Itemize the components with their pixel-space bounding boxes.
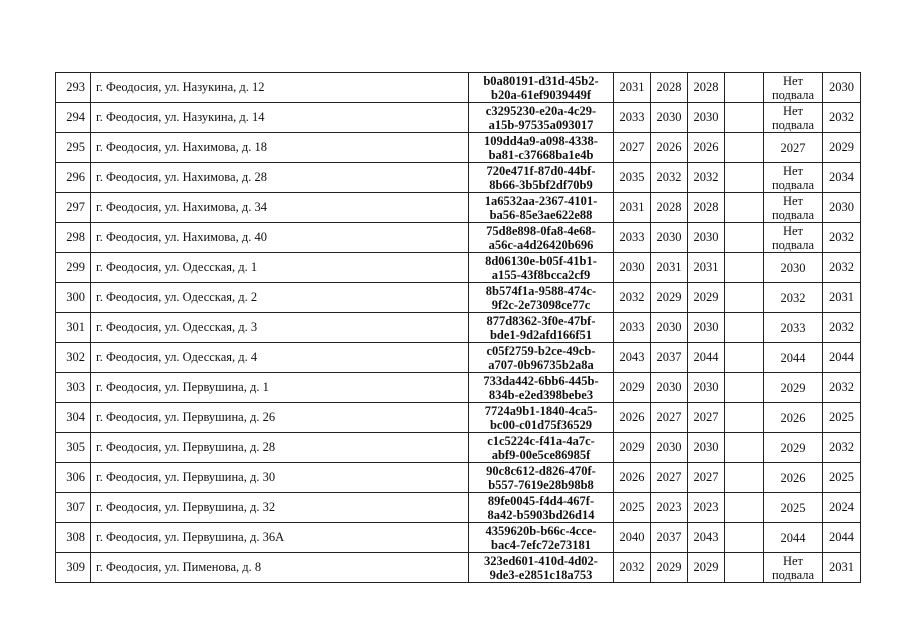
uuid-line-2: ba81-c37668ba1e4b [488,147,594,162]
document-page [55,72,861,583]
basement-line-1: 2029 [780,440,806,455]
uuid-line-1: 733da442-6bb6-445b- [483,373,599,388]
uuid-line-2: a56c-a4d26420b696 [488,237,594,252]
year-cell-6: 2024 [823,493,861,523]
address-cell: г. Феодосия, ул. Первушина, д. 28 [91,433,469,463]
uuid-line-1: c3295230-e20a-4c29- [485,103,597,118]
year-cell-1: 2035 [614,163,651,193]
year-cell-6: 2030 [823,193,861,223]
year-cell-6: 2032 [823,373,861,403]
year-cell-1: 2031 [614,73,651,103]
year-cell-2: 2028 [651,193,688,223]
basement-line-1: Нет [782,103,804,118]
row-number: 300 [56,283,91,313]
uuid-line-1: 75d8e898-0fa8-4e68- [486,223,596,238]
row-number: 306 [56,463,91,493]
row-number: 294 [56,103,91,133]
basement-year-cell [764,283,823,313]
uuid-line-1: 8b574f1a-9588-474c- [485,283,597,298]
year-cell-4 [725,463,764,493]
basement-line-1: 2044 [780,350,806,365]
uuid-line-2: 834b-e2ed398bebe3 [488,387,594,402]
row-number: 307 [56,493,91,523]
uuid-cell [469,373,614,403]
basement-year-cell [764,163,823,193]
year-cell-3: 2032 [688,163,725,193]
table-row [56,103,861,133]
basement-line-1: Нет [782,73,804,88]
year-cell-3: 2027 [688,463,725,493]
table-row [56,283,861,313]
year-cell-3: 2027 [688,403,725,433]
year-cell-1: 2029 [614,433,651,463]
basement-year-cell [764,193,823,223]
address-cell: г. Феодосия, ул. Одесская, д. 4 [91,343,469,373]
basement-year-cell [764,403,823,433]
uuid-line-1: b0a80191-d31d-45b2- [483,73,599,88]
basement-year-cell [764,343,823,373]
year-cell-3: 2029 [688,553,725,583]
year-cell-6: 2044 [823,523,861,553]
year-cell-6: 2032 [823,433,861,463]
basement-year-cell [764,253,823,283]
year-cell-1: 2033 [614,223,651,253]
uuid-line-2: 8b66-3b5bf2df70b9 [489,177,593,192]
uuid-cell [469,523,614,553]
uuid-line-2: 9de3-e2851c18a753 [489,567,593,582]
basement-line-1: Нет [782,223,804,238]
basement-line-1: 2025 [780,500,806,515]
year-cell-6: 2032 [823,253,861,283]
table-row [56,493,861,523]
address-cell: г. Феодосия, ул. Пименова, д. 8 [91,553,469,583]
table-row [56,193,861,223]
basement-line-1: 2027 [780,140,806,155]
row-number: 309 [56,553,91,583]
basement-year-cell [764,223,823,253]
year-cell-3: 2043 [688,523,725,553]
uuid-line-1: 1a6532aa-2367-4101- [484,193,598,208]
basement-year-cell [764,553,823,583]
basement-line-2: подвала [771,177,815,192]
address-cell: г. Феодосия, ул. Нахимова, д. 18 [91,133,469,163]
uuid-cell [469,133,614,163]
uuid-line-2: b20a-61ef9039449f [491,87,591,102]
uuid-line-2: a15b-97535a093017 [488,117,594,132]
year-cell-2: 2030 [651,433,688,463]
year-cell-6: 2031 [823,283,861,313]
table-row [56,73,861,103]
basement-line-2: подвала [771,87,815,102]
uuid-line-2: a707-0b96735b2a8a [488,357,594,372]
year-cell-6: 2031 [823,553,861,583]
year-cell-1: 2026 [614,463,651,493]
address-cell: г. Феодосия, ул. Одесская, д. 1 [91,253,469,283]
row-number: 297 [56,193,91,223]
table-row [56,553,861,583]
year-cell-3: 2026 [688,133,725,163]
uuid-cell [469,403,614,433]
address-cell: г. Феодосия, ул. Первушина, д. 32 [91,493,469,523]
year-cell-2: 2030 [651,103,688,133]
year-cell-1: 2032 [614,553,651,583]
address-cell: г. Феодосия, ул. Назукина, д. 12 [91,73,469,103]
year-cell-2: 2029 [651,283,688,313]
uuid-line-1: 323ed601-410d-4d02- [484,553,598,568]
uuid-line-1: c1c5224c-f41a-4a7c- [487,433,595,448]
year-cell-6: 2032 [823,223,861,253]
basement-year-cell [764,103,823,133]
uuid-line-2: a155-43f8bcca2cf9 [491,267,591,282]
basement-line-1: Нет [782,193,804,208]
uuid-cell [469,253,614,283]
row-number: 305 [56,433,91,463]
basement-line-2: подвала [771,567,815,582]
uuid-line-2: 9f2c-2e73098ce77c [491,297,591,312]
year-cell-4 [725,73,764,103]
year-cell-4 [725,223,764,253]
year-cell-2: 2031 [651,253,688,283]
year-cell-2: 2029 [651,553,688,583]
year-cell-1: 2030 [614,253,651,283]
year-cell-4 [725,133,764,163]
basement-line-1: 2029 [780,380,806,395]
year-cell-3: 2030 [688,373,725,403]
uuid-cell [469,283,614,313]
row-number: 308 [56,523,91,553]
uuid-cell [469,193,614,223]
year-cell-4 [725,103,764,133]
basement-line-1: Нет [782,553,804,568]
row-number: 301 [56,313,91,343]
basement-year-cell [764,493,823,523]
year-cell-2: 2026 [651,133,688,163]
basement-year-cell [764,463,823,493]
basement-year-cell [764,373,823,403]
year-cell-2: 2028 [651,73,688,103]
year-cell-4 [725,253,764,283]
year-cell-2: 2027 [651,463,688,493]
year-cell-3: 2030 [688,313,725,343]
uuid-cell [469,463,614,493]
row-number: 296 [56,163,91,193]
row-number: 303 [56,373,91,403]
uuid-line-1: 720e471f-87d0-44bf- [486,163,596,178]
table-row [56,253,861,283]
address-cell: г. Феодосия, ул. Одесская, д. 3 [91,313,469,343]
table-row [56,463,861,493]
table-row [56,523,861,553]
year-cell-4 [725,343,764,373]
year-cell-1: 2031 [614,193,651,223]
year-cell-3: 2030 [688,103,725,133]
year-cell-2: 2032 [651,163,688,193]
basement-line-1: Нет [782,163,804,178]
year-cell-1: 2033 [614,313,651,343]
table-row [56,403,861,433]
year-cell-6: 2034 [823,163,861,193]
basement-year-cell [764,73,823,103]
table-row [56,373,861,403]
basement-year-cell [764,313,823,343]
table-body [56,73,861,583]
uuid-line-1: 877d8362-3f0e-47bf- [486,313,596,328]
year-cell-6: 2032 [823,103,861,133]
row-number: 293 [56,73,91,103]
uuid-cell [469,343,614,373]
uuid-line-2: abf9-00e5ce86985f [491,447,591,462]
year-cell-1: 2027 [614,133,651,163]
year-cell-1: 2029 [614,373,651,403]
year-cell-3: 2044 [688,343,725,373]
housing-table [55,72,861,583]
uuid-line-1: 8d06130e-b05f-41b1- [485,253,597,268]
table-row [56,223,861,253]
uuid-line-2: ba56-85e3ae622e88 [489,207,593,222]
year-cell-1: 2040 [614,523,651,553]
row-number: 299 [56,253,91,283]
address-cell: г. Феодосия, ул. Первушина, д. 30 [91,463,469,493]
table-row [56,133,861,163]
address-cell: г. Феодосия, ул. Нахимова, д. 28 [91,163,469,193]
year-cell-2: 2030 [651,313,688,343]
year-cell-4 [725,193,764,223]
uuid-cell [469,73,614,103]
year-cell-2: 2037 [651,343,688,373]
basement-year-cell [764,433,823,463]
year-cell-1: 2043 [614,343,651,373]
address-cell: г. Феодосия, ул. Первушина, д. 36А [91,523,469,553]
year-cell-2: 2023 [651,493,688,523]
table-row [56,163,861,193]
uuid-cell [469,313,614,343]
year-cell-4 [725,403,764,433]
uuid-line-2: bc00-c01d75f36529 [489,417,593,432]
uuid-line-2: bac4-7efc72e73181 [491,537,591,552]
year-cell-1: 2033 [614,103,651,133]
basement-line-1: 2033 [780,320,806,335]
address-cell: г. Феодосия, ул. Нахимова, д. 40 [91,223,469,253]
year-cell-3: 2030 [688,433,725,463]
year-cell-4 [725,163,764,193]
table-row [56,313,861,343]
uuid-cell [469,493,614,523]
basement-year-cell [764,523,823,553]
basement-line-2: подвала [771,117,815,132]
year-cell-3: 2028 [688,193,725,223]
year-cell-4 [725,313,764,343]
year-cell-4 [725,523,764,553]
basement-year-cell [764,133,823,163]
basement-line-1: 2032 [780,290,806,305]
year-cell-4 [725,433,764,463]
basement-line-2: подвала [771,237,815,252]
year-cell-1: 2032 [614,283,651,313]
year-cell-3: 2028 [688,73,725,103]
basement-line-1: 2026 [780,470,806,485]
address-cell: г. Феодосия, ул. Одесская, д. 2 [91,283,469,313]
row-number: 302 [56,343,91,373]
table-row [56,433,861,463]
row-number: 298 [56,223,91,253]
year-cell-6: 2025 [823,403,861,433]
uuid-line-2: bde1-9d2afd166f51 [489,327,593,342]
uuid-line-1: 90c8c612-d826-470f- [486,463,596,478]
year-cell-3: 2031 [688,253,725,283]
year-cell-6: 2029 [823,133,861,163]
address-cell: г. Феодосия, ул. Назукина, д. 14 [91,103,469,133]
uuid-line-1: c05f2759-b2ce-49cb- [486,343,596,358]
year-cell-1: 2026 [614,403,651,433]
basement-line-1: 2026 [780,410,806,425]
uuid-line-1: 109dd4a9-a098-4338- [484,133,598,148]
uuid-cell [469,433,614,463]
uuid-line-1: 4359620b-b66c-4cce- [485,523,597,538]
uuid-line-1: 89fe0045-f4d4-467f- [487,493,595,508]
year-cell-3: 2030 [688,223,725,253]
row-number: 304 [56,403,91,433]
year-cell-6: 2025 [823,463,861,493]
year-cell-2: 2030 [651,373,688,403]
year-cell-6: 2030 [823,73,861,103]
basement-line-1: 2044 [780,530,806,545]
address-cell: г. Феодосия, ул. Первушина, д. 1 [91,373,469,403]
uuid-cell [469,163,614,193]
year-cell-4 [725,553,764,583]
uuid-cell [469,553,614,583]
address-cell: г. Феодосия, ул. Нахимова, д. 34 [91,193,469,223]
uuid-line-2: 8a42-b5903bd26d14 [487,507,595,522]
basement-line-2: подвала [771,207,815,222]
table-row [56,343,861,373]
year-cell-1: 2025 [614,493,651,523]
basement-line-1: 2030 [780,260,806,275]
year-cell-3: 2029 [688,283,725,313]
year-cell-4 [725,373,764,403]
year-cell-3: 2023 [688,493,725,523]
year-cell-2: 2027 [651,403,688,433]
uuid-cell [469,223,614,253]
year-cell-2: 2030 [651,223,688,253]
year-cell-6: 2044 [823,343,861,373]
uuid-line-1: 7724a9b1-1840-4ca5- [484,403,598,418]
year-cell-2: 2037 [651,523,688,553]
row-number: 295 [56,133,91,163]
address-cell: г. Феодосия, ул. Первушина, д. 26 [91,403,469,433]
year-cell-4 [725,283,764,313]
year-cell-6: 2032 [823,313,861,343]
uuid-line-2: b557-7619e28b98b8 [488,477,594,492]
year-cell-4 [725,493,764,523]
uuid-cell [469,103,614,133]
